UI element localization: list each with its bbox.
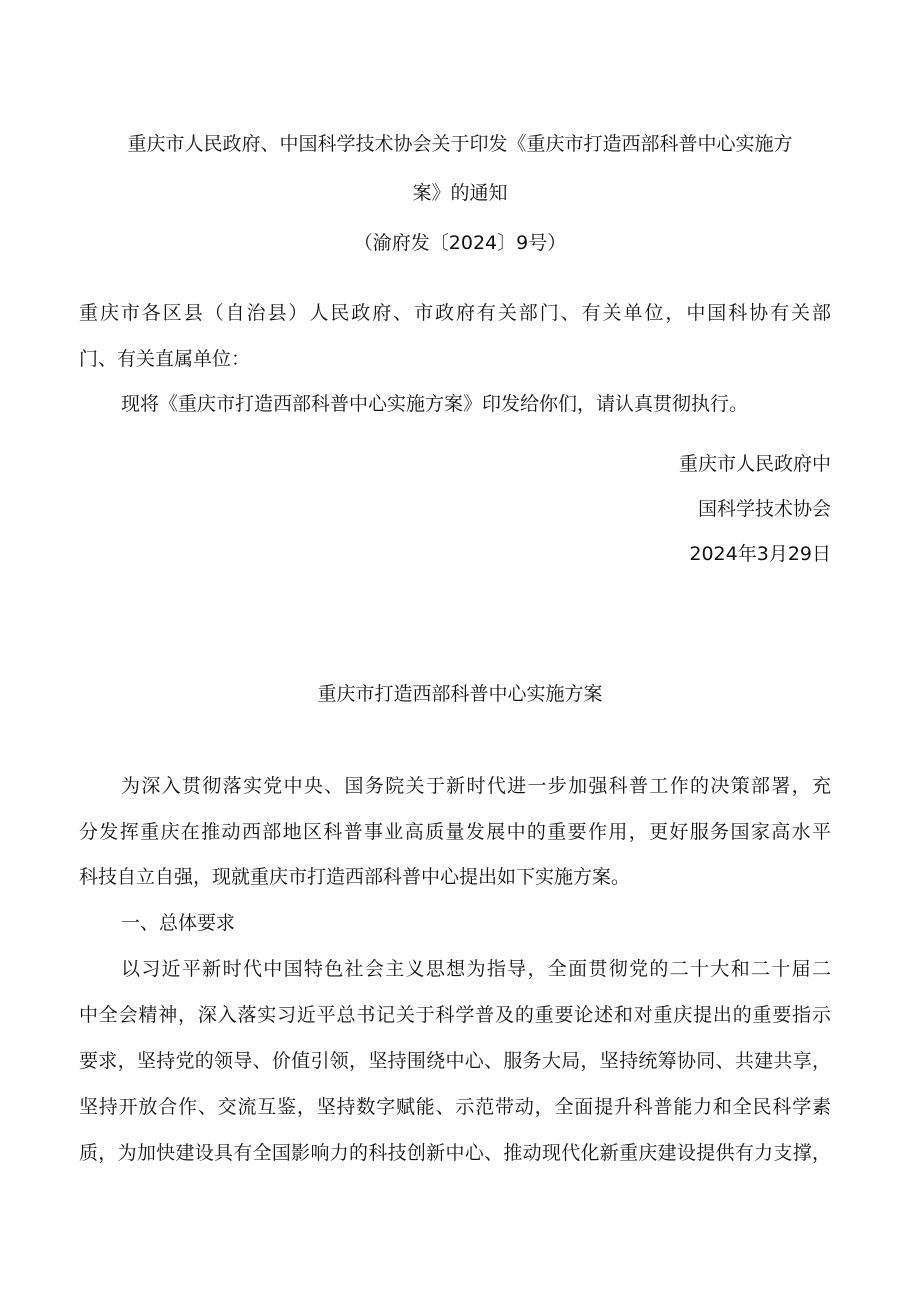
section-1-line-3: 要求，坚持党的领导、价值引领，坚持围绕中心、服务大局，坚持统筹协同、共建共享， bbox=[79, 1050, 831, 1072]
addressee-line-2: 门、有关直属单位： bbox=[79, 348, 251, 370]
addressee-line-1: 重庆市各区县（自治县）人民政府、市政府有关部门、有关单位，中国科协有关部 bbox=[79, 302, 831, 324]
signature-date: 2024年3月29日 bbox=[689, 543, 831, 565]
intro-line-3: 科技自立自强，现就重庆市打造西部科普中心提出如下实施方案。 bbox=[79, 866, 631, 888]
intro-line-2: 分发挥重庆在推动西部地区科普事业高质量发展中的重要作用，更好服务国家高水平 bbox=[79, 821, 831, 843]
notice-body: 现将《重庆市打造西部科普中心实施方案》印发给你们，请认真贯彻执行。 bbox=[121, 393, 749, 415]
notice-title-line-2: 案》的通知 bbox=[412, 182, 508, 204]
section-1-line-4: 坚持开放合作、交流互鉴，坚持数字赋能、示范带动，全面提升科普能力和全民科学素 bbox=[79, 1096, 831, 1118]
section-1-line-1: 以习近平新时代中国特色社会主义思想为指导，全面贯彻党的二十大和二十届二 bbox=[121, 958, 831, 980]
document-number: （渝府发〔2024〕9号） bbox=[353, 232, 567, 254]
signature-line-2: 国科学技术协会 bbox=[697, 498, 831, 520]
section-1-heading: 一、总体要求 bbox=[121, 912, 236, 934]
signature-line-1: 重庆市人民政府中 bbox=[678, 453, 831, 475]
section-1-line-2: 中全会精神，深入落实习近平总书记关于科学普及的重要论述和对重庆提出的重要指示 bbox=[79, 1004, 831, 1026]
section-1-line-5: 质，为加快建设具有全国影响力的科技创新中心、推动现代化新重庆建设提供有力支撑， bbox=[79, 1142, 831, 1164]
notice-title-line-1: 重庆市人民政府、中国科学技术协会关于印发《重庆市打造西部科普中心实施方 bbox=[127, 133, 793, 155]
intro-line-1: 为深入贯彻落实党中央、国务院关于新时代进一步加强科普工作的决策部署，充 bbox=[121, 775, 831, 797]
plan-title: 重庆市打造西部科普中心实施方案 bbox=[317, 683, 603, 705]
